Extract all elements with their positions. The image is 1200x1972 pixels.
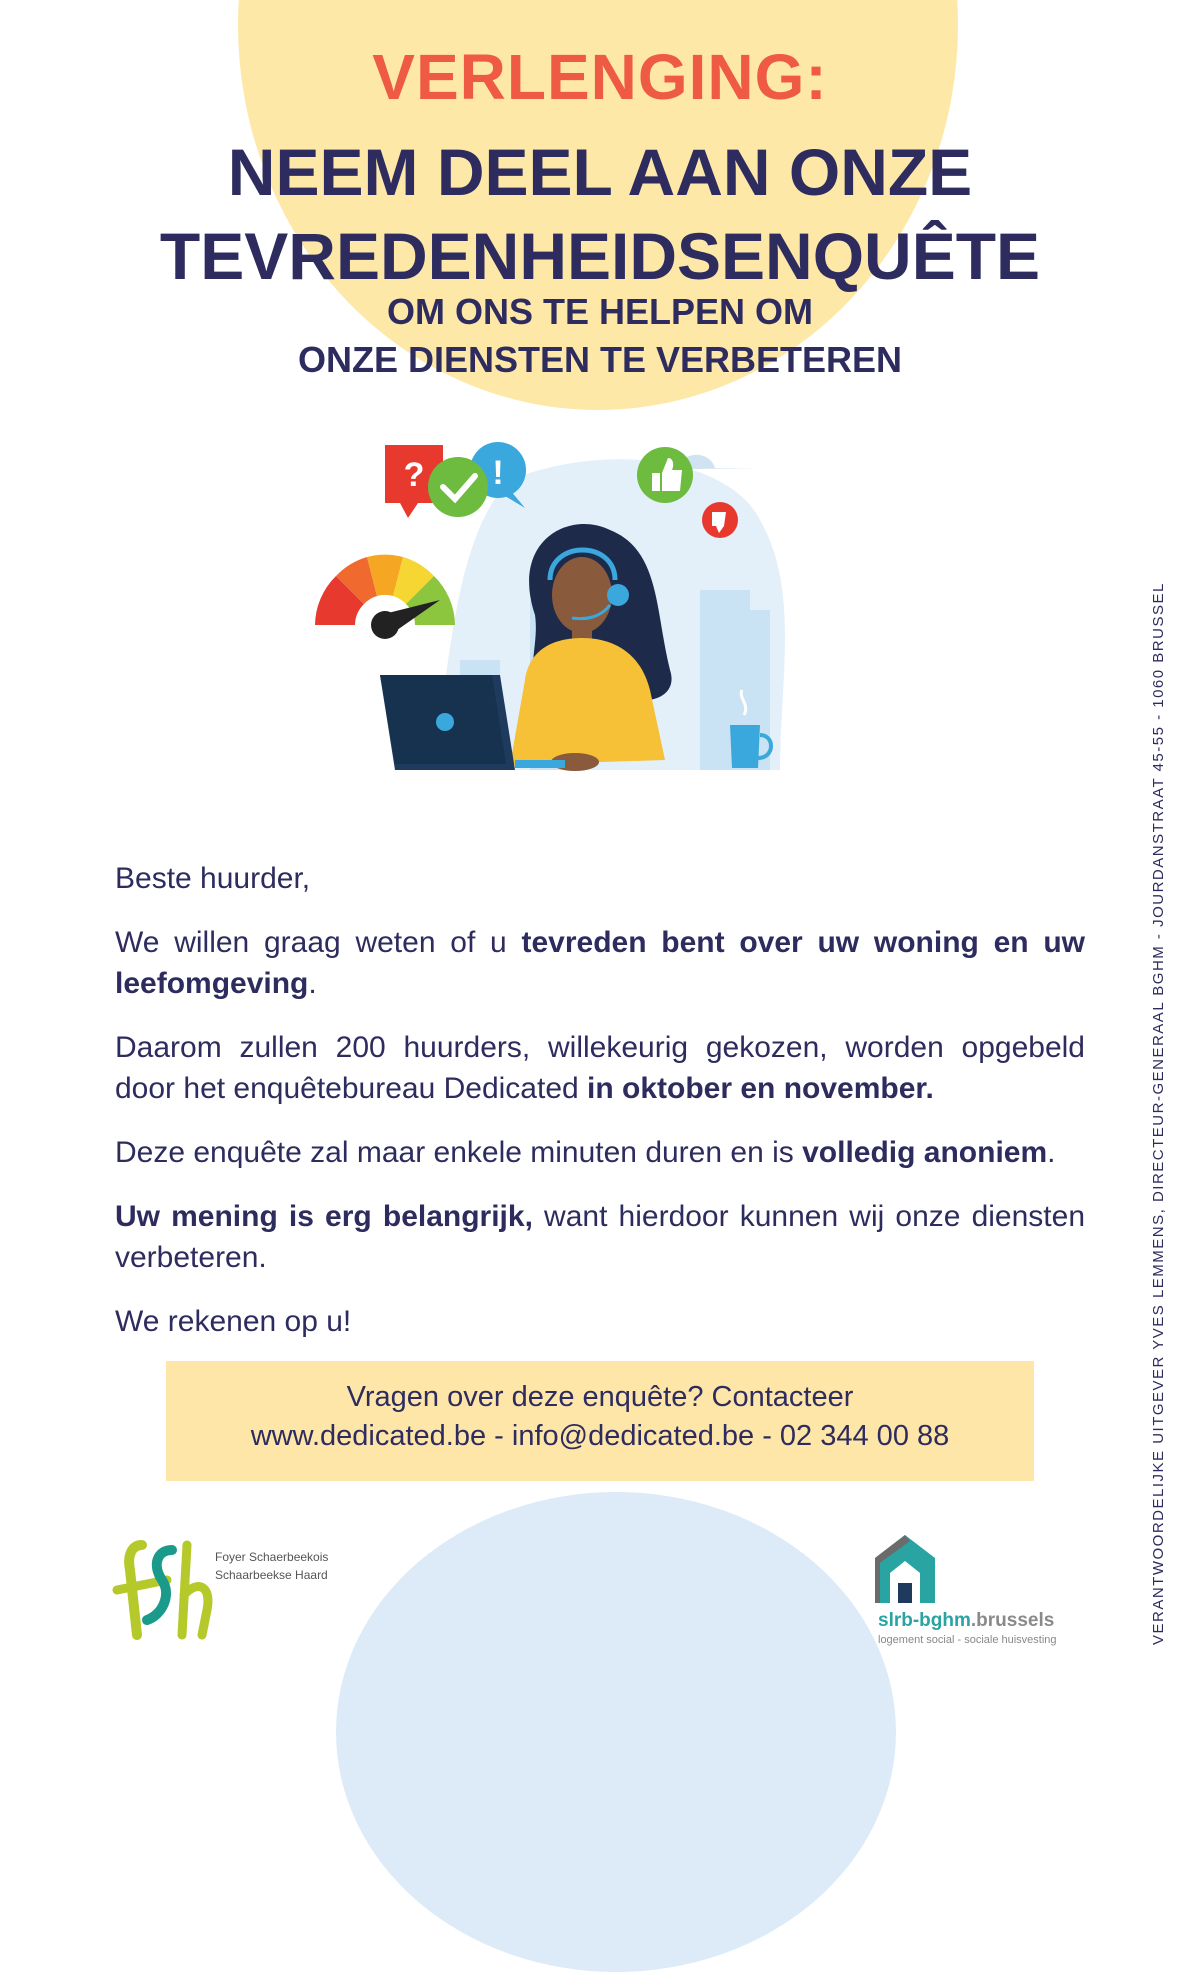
paragraph-2 — [115, 1027, 1085, 1109]
checkmark-icon — [428, 457, 488, 517]
greeting: Beste huurder, — [115, 862, 311, 895]
subtitle-line-1: OM ONS TE HELPEN OM — [386, 291, 814, 332]
closing-line: We rekenen op u! — [115, 1305, 352, 1338]
contact-line-2[interactable]: www.dedicated.be - info@dedicated.be - 02 344 00 88 — [250, 1420, 950, 1452]
paragraph-1-end: . — [308, 967, 317, 1000]
fsh-logo-icon — [112, 1535, 222, 1645]
headline-subtitle — [0, 288, 1200, 384]
paragraph-3-text: Deze enquête zal maar enkele minuten duren en is — [115, 1136, 803, 1169]
slrb-house-logo-icon — [870, 1533, 940, 1605]
paragraph-3 — [115, 1132, 1085, 1173]
slrb-name-a: slrb-bghm — [878, 1610, 971, 1631]
paragraph-4-bold: Uw mening is erg belangrijk, — [115, 1200, 533, 1233]
paragraph-3-bold: volledig anoniem — [802, 1136, 1048, 1169]
paragraph-2-bold: in oktober en november. — [587, 1072, 934, 1105]
paragraph-4 — [115, 1196, 1085, 1278]
headline-line-1: NEEM DEEL AAN ONZE — [227, 135, 973, 209]
headline-line-2: TEVREDENHEIDSENQUÊTE — [159, 219, 1041, 293]
headline-main — [0, 130, 1200, 298]
call-center-illustration — [310, 440, 870, 840]
contact-box — [166, 1361, 1034, 1481]
fsh-logo-text — [215, 1548, 328, 1584]
satisfaction-gauge-icon — [315, 555, 455, 639]
subtitle-line-2: ONZE DIENSTEN TE VERBETEREN — [297, 339, 903, 380]
thumbs-up-icon — [637, 447, 693, 503]
contact-line-1: Vragen over deze enquête? Contacteer — [346, 1381, 854, 1413]
paragraph-1-bold: tevreden bent over uw woning en uw leefomgeving — [115, 926, 1086, 1000]
paragraph-1 — [115, 922, 1085, 1004]
paragraph-2-text: Daarom zullen 200 huurders, willekeurig gekozen, worden opgebeld door het enquêtebureau Dedicated — [115, 1031, 1085, 1105]
slrb-name-b: .brussels — [970, 1610, 1055, 1631]
headline-kicker: VERLENGING: — [372, 41, 828, 113]
fsh-line-1: Foyer Schaerbeekois — [215, 1550, 329, 1564]
publisher-side-text: VERANTWOORDELIJKE UITGEVER YVES LEMMENS, DIRECTEUR-GENERAAL BGHM - JOURDANSTRAAT 45-55 - 1060 BRUSSEL — [1150, 582, 1167, 1645]
slrb-logo-name — [878, 1610, 1054, 1632]
question-mark-text: ? — [403, 456, 425, 494]
slrb-tagline: logement social - sociale huisvesting — [878, 1634, 1057, 1646]
paragraph-4-text: want hierdoor kunnen wij onze diensten verbeteren. — [115, 1200, 1085, 1274]
background-blue-circle — [336, 1492, 896, 1972]
exclamation-mark-text: ! — [492, 454, 504, 492]
paragraph-3-end: . — [1047, 1136, 1056, 1169]
fsh-line-2: Schaarbeekse Haard — [215, 1568, 328, 1582]
paragraph-1-text: We willen graag weten of u — [115, 926, 522, 959]
thumbs-down-icon — [702, 502, 738, 538]
